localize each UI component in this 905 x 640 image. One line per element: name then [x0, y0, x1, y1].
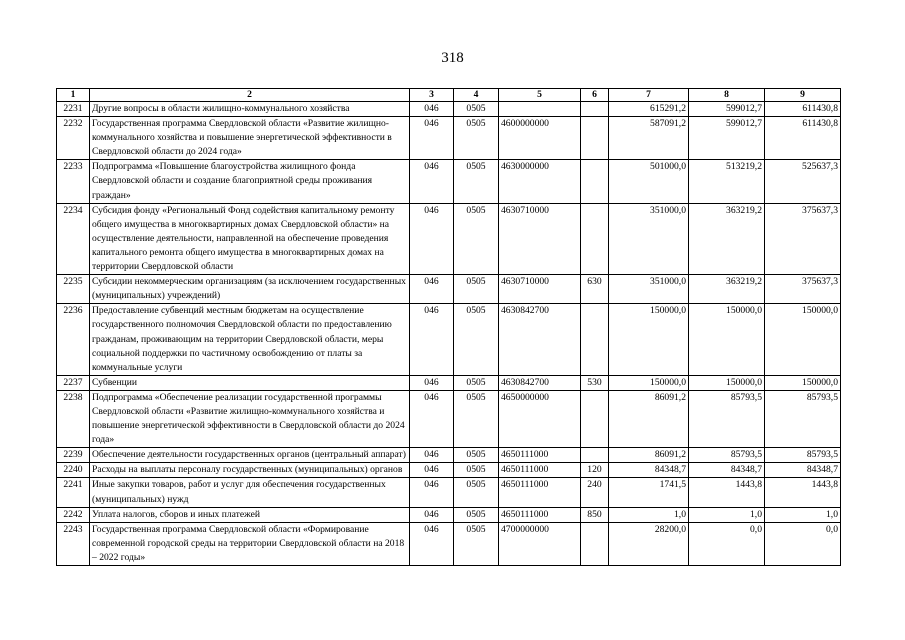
- target-article-cell: 4630710000: [499, 275, 581, 304]
- item-name-cell: Субвенции: [90, 375, 410, 390]
- department-code-cell: 046: [410, 160, 454, 203]
- department-code-cell: 046: [410, 522, 454, 565]
- table-row: [57, 478, 841, 507]
- item-name-cell: Подпрограмма «Обеспечение реализации государственной программы Свердловской области «Развитие жилищно-коммунального хозяйства и повышение энергетической эффективности в Свердловской области до 2024 года»: [90, 390, 410, 447]
- row-number-cell: 2232: [57, 117, 90, 160]
- item-name-cell: Государственная программа Свердловской области «Развитие жилищно-коммунального хозяйства и повышение энергетической эффективности в Свердловской области до 2024 года»: [90, 117, 410, 160]
- section-code-cell: 0505: [454, 203, 499, 274]
- department-code-cell: 046: [410, 304, 454, 375]
- column-header: 2: [90, 89, 410, 102]
- section-code-cell: 0505: [454, 478, 499, 507]
- item-name-cell: Предоставление субвенций местным бюджетам на осуществление государственного полномочия Свердловской области по предоставлению гражданам, проживающим на территории Свердловской области, меры социальной поддержки по частичному освобождению от платы за коммунальные услуги: [90, 304, 410, 375]
- row-number-cell: 2242: [57, 507, 90, 522]
- table-row: [57, 375, 841, 390]
- department-code-cell: 046: [410, 375, 454, 390]
- expense-type-cell: [581, 203, 609, 274]
- amount-year2-cell: 363219,2: [689, 203, 765, 274]
- table-row: [57, 160, 841, 203]
- amount-year2-cell: 363219,2: [689, 275, 765, 304]
- column-header: 4: [454, 89, 499, 102]
- section-code-cell: 0505: [454, 117, 499, 160]
- column-header: 6: [581, 89, 609, 102]
- item-name-cell: Иные закупки товаров, работ и услуг для обеспечения государственных (муниципальных) нужд: [90, 478, 410, 507]
- column-header: 9: [765, 89, 841, 102]
- amount-year1-cell: 351000,0: [609, 275, 689, 304]
- column-header: 3: [410, 89, 454, 102]
- target-article-cell: 4650111000: [499, 448, 581, 463]
- section-code-cell: 0505: [454, 390, 499, 447]
- row-number-cell: 2238: [57, 390, 90, 447]
- item-name-cell: Субсидии некоммерческим организациям (за исключением государственных (муниципальных) учреждений): [90, 275, 410, 304]
- expense-type-cell: [581, 522, 609, 565]
- amount-year1-cell: 501000,0: [609, 160, 689, 203]
- item-name-cell: Обеспечение деятельности государственных органов (центральный аппарат): [90, 448, 410, 463]
- table-row: [57, 203, 841, 274]
- amount-year3-cell: 611430,8: [765, 102, 841, 117]
- expense-type-cell: 630: [581, 275, 609, 304]
- amount-year3-cell: 150000,0: [765, 304, 841, 375]
- amount-year3-cell: 85793,5: [765, 448, 841, 463]
- item-name-cell: Государственная программа Свердловской области «Формирование современной городской среды на территории Свердловской области на 2018 – 2022 годы»: [90, 522, 410, 565]
- expense-type-cell: 240: [581, 478, 609, 507]
- section-code-cell: 0505: [454, 160, 499, 203]
- target-article-cell: [499, 102, 581, 117]
- amount-year1-cell: 1,0: [609, 507, 689, 522]
- section-code-cell: 0505: [454, 507, 499, 522]
- row-number-cell: 2240: [57, 463, 90, 478]
- amount-year1-cell: 351000,0: [609, 203, 689, 274]
- table-row: [57, 117, 841, 160]
- amount-year1-cell: 86091,2: [609, 448, 689, 463]
- amount-year1-cell: 1741,5: [609, 478, 689, 507]
- amount-year3-cell: 0,0: [765, 522, 841, 565]
- amount-year2-cell: 599012,7: [689, 117, 765, 160]
- table-row: [57, 390, 841, 447]
- expense-type-cell: 850: [581, 507, 609, 522]
- table-row: [57, 304, 841, 375]
- amount-year3-cell: 1443,8: [765, 478, 841, 507]
- target-article-cell: 4630842700: [499, 304, 581, 375]
- table-row: [57, 507, 841, 522]
- target-article-cell: 4700000000: [499, 522, 581, 565]
- item-name-cell: Расходы на выплаты персоналу государственных (муниципальных) органов: [90, 463, 410, 478]
- section-code-cell: 0505: [454, 275, 499, 304]
- department-code-cell: 046: [410, 463, 454, 478]
- amount-year3-cell: 85793,5: [765, 390, 841, 447]
- amount-year1-cell: 86091,2: [609, 390, 689, 447]
- amount-year2-cell: 1443,8: [689, 478, 765, 507]
- section-code-cell: 0505: [454, 522, 499, 565]
- target-article-cell: 4600000000: [499, 117, 581, 160]
- target-article-cell: 4630000000: [499, 160, 581, 203]
- item-name-cell: Другие вопросы в области жилищно-коммунального хозяйства: [90, 102, 410, 117]
- target-article-cell: 4650000000: [499, 390, 581, 447]
- amount-year2-cell: 150000,0: [689, 375, 765, 390]
- row-number-cell: 2233: [57, 160, 90, 203]
- table-header-row: [57, 89, 841, 102]
- section-code-cell: 0505: [454, 448, 499, 463]
- amount-year3-cell: 150000,0: [765, 375, 841, 390]
- target-article-cell: 4630842700: [499, 375, 581, 390]
- section-code-cell: 0505: [454, 463, 499, 478]
- department-code-cell: 046: [410, 507, 454, 522]
- item-name-cell: Уплата налогов, сборов и иных платежей: [90, 507, 410, 522]
- amount-year2-cell: 84348,7: [689, 463, 765, 478]
- item-name-cell: Субсидия фонду «Региональный Фонд содействия капитальному ремонту общего имущества в многоквартирных домах Свердловской области» на осуществление деятельности, направленной на обеспечение проведения капитального ремонта общего имущества в многоквартирных домах на территории Свердловской области: [90, 203, 410, 274]
- department-code-cell: 046: [410, 275, 454, 304]
- budget-table: [56, 88, 841, 566]
- department-code-cell: 046: [410, 117, 454, 160]
- row-number-cell: 2237: [57, 375, 90, 390]
- amount-year1-cell: 587091,2: [609, 117, 689, 160]
- target-article-cell: 4650111000: [499, 478, 581, 507]
- amount-year1-cell: 84348,7: [609, 463, 689, 478]
- expense-type-cell: [581, 102, 609, 117]
- table-row: [57, 522, 841, 565]
- expense-type-cell: 530: [581, 375, 609, 390]
- section-code-cell: 0505: [454, 102, 499, 117]
- row-number-cell: 2236: [57, 304, 90, 375]
- amount-year3-cell: 611430,8: [765, 117, 841, 160]
- amount-year1-cell: 150000,0: [609, 304, 689, 375]
- row-number-cell: 2243: [57, 522, 90, 565]
- amount-year3-cell: 1,0: [765, 507, 841, 522]
- item-name-cell: Подпрограмма «Повышение благоустройства жилищного фонда Свердловской области и создание благоприятной среды проживания граждан»: [90, 160, 410, 203]
- amount-year3-cell: 525637,3: [765, 160, 841, 203]
- expense-type-cell: [581, 160, 609, 203]
- amount-year1-cell: 150000,0: [609, 375, 689, 390]
- department-code-cell: 046: [410, 102, 454, 117]
- target-article-cell: 4650111000: [499, 463, 581, 478]
- column-header: 1: [57, 89, 90, 102]
- amount-year1-cell: 28200,0: [609, 522, 689, 565]
- amount-year1-cell: 615291,2: [609, 102, 689, 117]
- amount-year2-cell: 599012,7: [689, 102, 765, 117]
- amount-year2-cell: 85793,5: [689, 390, 765, 447]
- expense-type-cell: [581, 448, 609, 463]
- amount-year2-cell: 85793,5: [689, 448, 765, 463]
- expense-type-cell: 120: [581, 463, 609, 478]
- column-header: 5: [499, 89, 581, 102]
- amount-year3-cell: 84348,7: [765, 463, 841, 478]
- expense-type-cell: [581, 304, 609, 375]
- department-code-cell: 046: [410, 390, 454, 447]
- target-article-cell: 4650111000: [499, 507, 581, 522]
- table-row: [57, 275, 841, 304]
- section-code-cell: 0505: [454, 304, 499, 375]
- department-code-cell: 046: [410, 478, 454, 507]
- row-number-cell: 2234: [57, 203, 90, 274]
- column-header: 7: [609, 89, 689, 102]
- column-header: 8: [689, 89, 765, 102]
- row-number-cell: 2241: [57, 478, 90, 507]
- amount-year2-cell: 1,0: [689, 507, 765, 522]
- page-number: 318: [441, 50, 464, 66]
- amount-year2-cell: 0,0: [689, 522, 765, 565]
- target-article-cell: 4630710000: [499, 203, 581, 274]
- row-number-cell: 2235: [57, 275, 90, 304]
- table-row: [57, 448, 841, 463]
- expense-type-cell: [581, 390, 609, 447]
- expense-type-cell: [581, 117, 609, 160]
- row-number-cell: 2239: [57, 448, 90, 463]
- department-code-cell: 046: [410, 203, 454, 274]
- amount-year3-cell: 375637,3: [765, 203, 841, 274]
- department-code-cell: 046: [410, 448, 454, 463]
- row-number-cell: 2231: [57, 102, 90, 117]
- amount-year2-cell: 513219,2: [689, 160, 765, 203]
- section-code-cell: 0505: [454, 375, 499, 390]
- amount-year2-cell: 150000,0: [689, 304, 765, 375]
- table-row: [57, 102, 841, 117]
- amount-year3-cell: 375637,3: [765, 275, 841, 304]
- table-row: [57, 463, 841, 478]
